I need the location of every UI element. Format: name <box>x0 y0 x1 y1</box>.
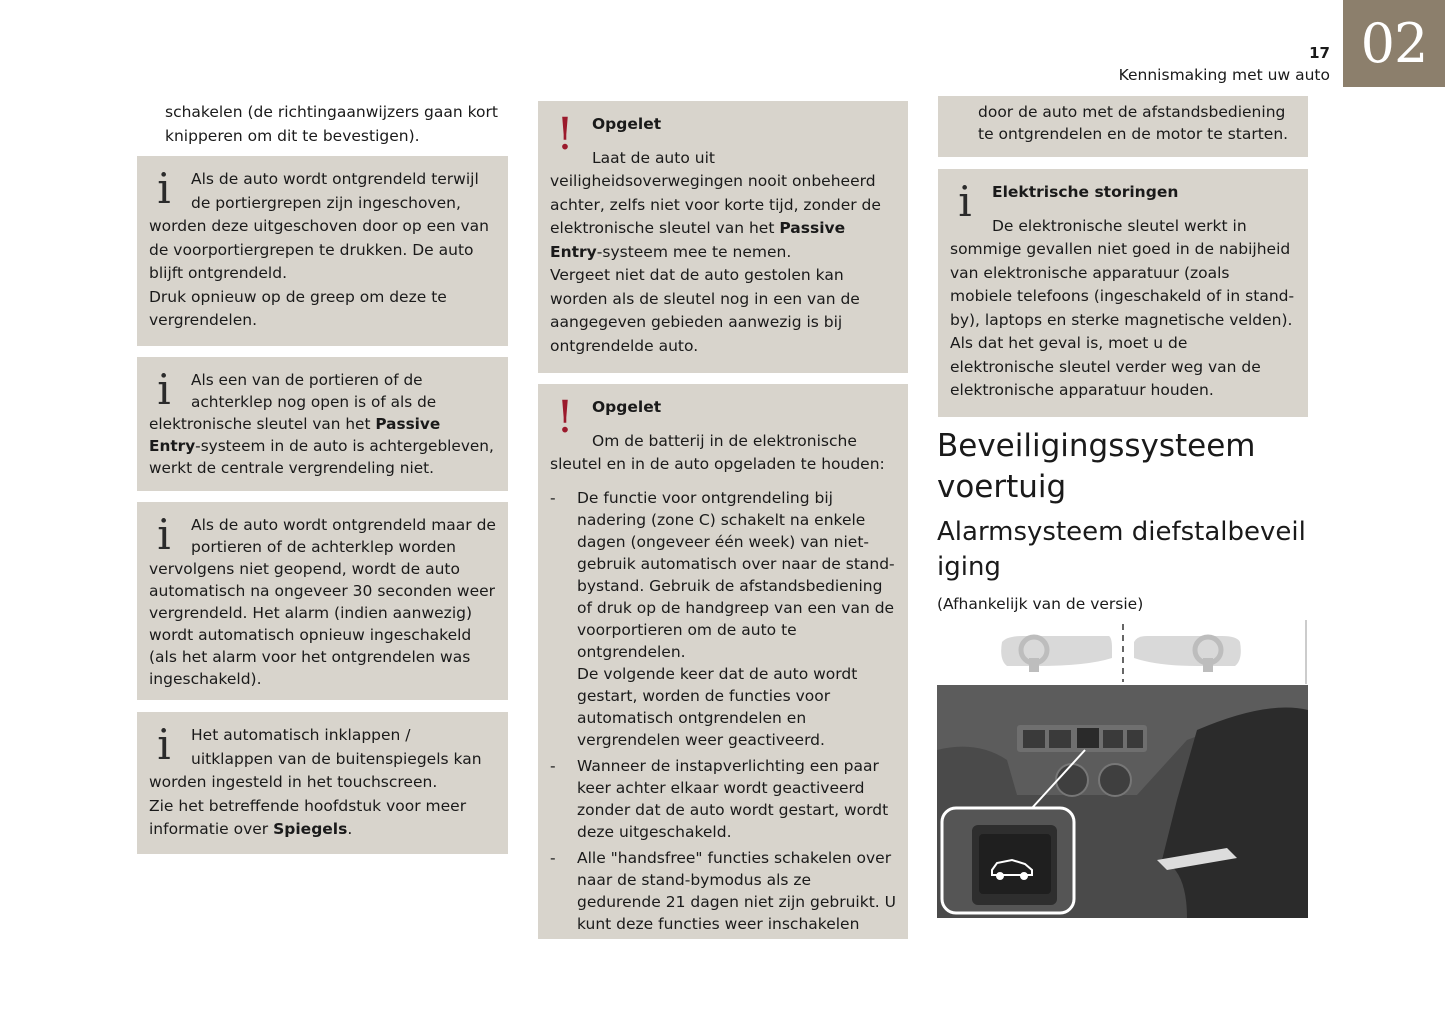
warning-text: Om de batterij in de elektronische sleutel en in de auto opgeladen te houden: <box>550 431 885 473</box>
info-icon: i <box>958 177 972 226</box>
info-heading: Elektrische storingen <box>992 183 1179 201</box>
info-text: Als een van de portieren of de achterklep nog open is of als de elektronische sleutel van het Passive Entry-systeem in de auto is achtergebleven, werkt de centrale vergrendeling niet. <box>149 371 494 477</box>
warning-list <box>550 487 896 935</box>
info-box-auto-relock <box>137 502 508 700</box>
info-icon: i <box>157 164 171 213</box>
version-note: (Afhankelijk van de versie) <box>937 595 1144 613</box>
warning-box-battery <box>538 384 908 939</box>
warning-icon: ! <box>556 392 574 443</box>
list-item: - Wanneer de instapverlichting een paar keer achter elkaar wordt geactiveerd zonder dat de auto wordt gestart, wordt deze uitgeschakeld. <box>550 755 896 843</box>
continued-box <box>938 96 1308 157</box>
warning-icon: ! <box>556 109 574 160</box>
col1-intro-text: schakelen (de richtingaanwijzers gaan kort knipperen om dit te bevestigen). <box>165 103 498 145</box>
chapter-tab: 02 <box>1343 0 1445 87</box>
warning-text: Laat de auto uit veiligheidsoverwegingen nooit onbeheerd achter, zelfs niet voor korte tijd, zonder de elektronische sleutel van het Passive Entry-systeem mee te nemen. <box>550 148 881 261</box>
heading-security-system: Beveiligingssysteem voertuig <box>937 428 1256 505</box>
list-item: - Alle "handsfree" functies schakelen over naar de stand-bymodus als ze gedurende 21 dagen niet zijn gebruikt. U kunt deze functies weer inschakelen <box>550 847 896 935</box>
info-text: Als de auto wordt ontgrendeld terwijl de portiergrepen zijn ingeschoven, worden deze uitgeschoven door op een van de voorportiergrepen te drukken. De auto blijft ontgrendeld. <box>149 170 489 282</box>
continued-text: door de auto met de afstandsbediening te ontgrendelen en de motor te starten. <box>978 103 1289 143</box>
info-box-mirrors <box>137 712 508 854</box>
info-text: De elektronische sleutel werkt in sommige gevallen niet goed in de nabijheid van elektronische apparatuur (zoals mobiele telefoons (ingeschakeld of in stand-by), laptops en sterke magnetische velden). Als dat het geval is, moet u de elektronische sleutel verder weg van de elektronische apparatuur houden. <box>950 216 1295 399</box>
info-box-door-open <box>137 357 508 491</box>
info-box-door-handles <box>137 156 508 346</box>
info-icon: i <box>157 365 171 414</box>
info-icon: i <box>157 720 171 769</box>
info-text: Het automatisch inklappen / uitklappen van de buitenspiegels kan worden ingesteld in het touchscreen. <box>149 726 482 791</box>
alarm-button-illustration <box>937 620 1308 918</box>
info-icon: i <box>157 510 171 559</box>
heading-alarm-system: Alarmsysteem diefstalbeveiliging <box>937 517 1306 582</box>
info-box-electric-interference <box>938 169 1308 417</box>
info-text: Als de auto wordt ontgrendeld maar de portieren of de achterklep worden vervolgens niet geopend, wordt de auto automatisch na ongeveer 30 seconden weer vergrendeld. Het alarm (indien aanwezig) wordt automatisch opnieuw ingeschakeld (als het alarm voor het ontgrendelen was ingeschakeld). <box>149 516 496 688</box>
warning-box-unattended <box>538 101 908 373</box>
list-item: - De functie voor ontgrendeling bij nadering (zone C) schakelt na enkele dagen (ongeveer één week) van niet-gebruik automatisch over naar de stand-bystand. Gebruik de afstandsbediening of druk op de handgreep van een van de voorportieren om de auto te ontgrendelen. De volgende keer dat de auto wordt gestart, worden de functies voor automatisch ontgrendelen en vergrendelen weer geactiveerd. <box>550 487 896 751</box>
page-number: 17 <box>1309 44 1330 62</box>
warning-text: Vergeet niet dat de auto gestolen kan worden als de sleutel nog in een van de aangegeven gebieden aanwezig is bij ontgrendelde auto. <box>550 266 860 355</box>
warning-heading: Opgelet <box>592 398 662 416</box>
warning-heading: Opgelet <box>592 115 662 133</box>
alarm-button-diagram <box>937 620 1308 918</box>
info-text: Zie het betreffende hoofdstuk voor meer informatie over Spiegels. <box>149 796 467 838</box>
info-text: Druk opnieuw op de greep om deze te vergrendelen. <box>149 287 447 329</box>
section-title: Kennismaking met uw auto <box>1118 66 1330 84</box>
